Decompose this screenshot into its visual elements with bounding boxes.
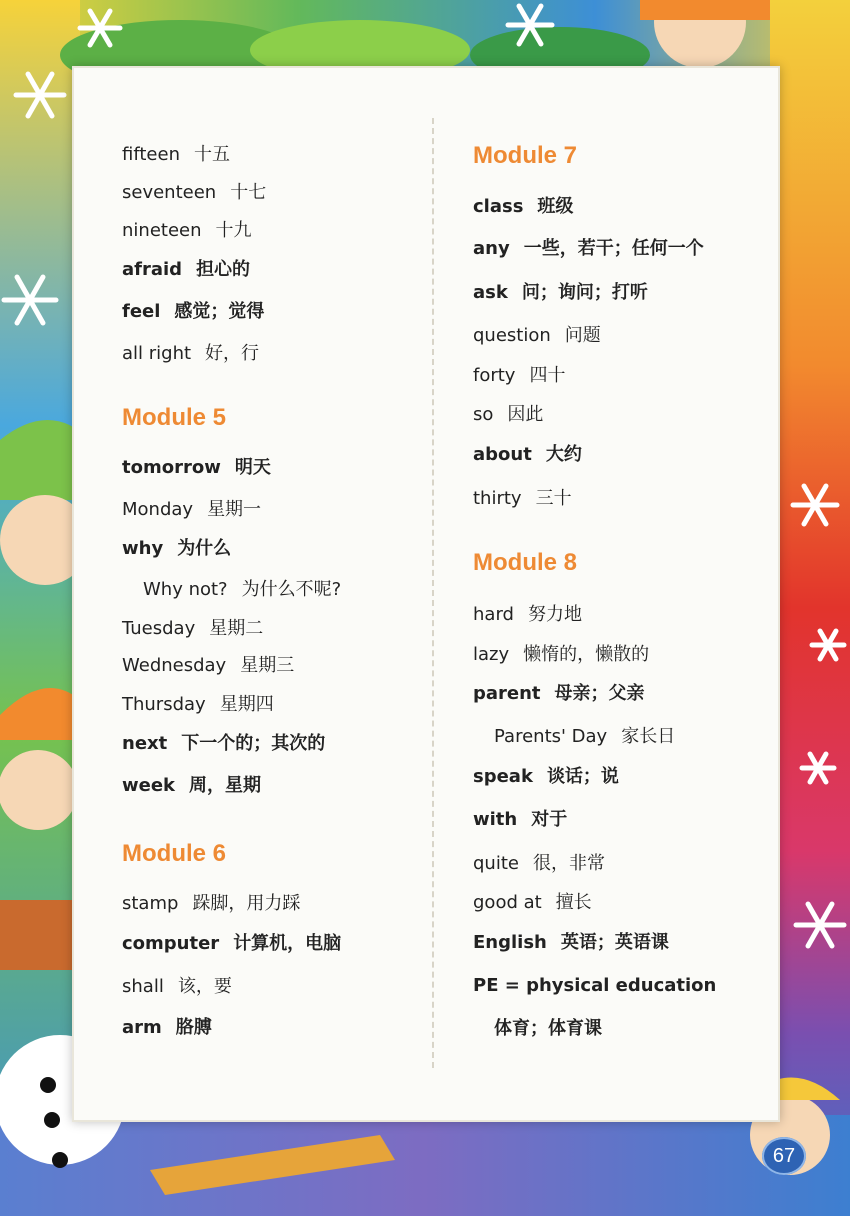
- entry-chinese: 明天: [234, 457, 271, 478]
- entry-english: Wednesday: [122, 655, 227, 676]
- entry-chinese: 为什么不呢?: [241, 579, 342, 600]
- entry-chinese: 努力地: [527, 604, 582, 625]
- entry-chinese: 谈话；说: [546, 766, 619, 787]
- entry-english: good at: [473, 892, 542, 913]
- entry-chinese: 家长日: [621, 726, 676, 747]
- vocab-entry: [122, 303, 264, 321]
- entry-english: thirty: [473, 488, 522, 509]
- vocab-entry: [122, 735, 325, 753]
- module-heading: Module 7: [473, 142, 578, 169]
- entry-english: Why not?: [143, 579, 228, 600]
- entry-english: Tuesday: [122, 618, 196, 639]
- entry-english: seventeen: [122, 182, 217, 203]
- vocab-entry: [122, 459, 271, 477]
- vocab-entry: [122, 978, 232, 996]
- vocab-entry: [473, 646, 649, 664]
- vocab-entry: [473, 406, 543, 424]
- vocab-entry: [122, 501, 261, 519]
- entry-chinese: 胳膊: [175, 1017, 212, 1038]
- vocab-entry: [473, 446, 582, 464]
- entry-chinese: 好，行: [205, 343, 260, 364]
- entry-english: lazy: [473, 644, 510, 665]
- vocab-entry: [473, 894, 592, 912]
- vocab-entry: [143, 581, 341, 599]
- entry-chinese: 英语；英语课: [560, 932, 669, 953]
- entry-english: next: [122, 733, 168, 754]
- entry-english: any: [473, 238, 510, 259]
- entry-english: fifteen: [122, 144, 180, 165]
- column-divider: [432, 118, 434, 1068]
- vocab-entry: [473, 768, 619, 786]
- entry-english: afraid: [122, 259, 183, 280]
- entry-chinese: 跺脚，用力踩: [192, 893, 301, 914]
- vocab-entry: [122, 1019, 212, 1037]
- vocab-entry: [122, 895, 300, 913]
- entry-english: week: [122, 775, 176, 796]
- entry-english: speak: [473, 766, 533, 787]
- entry-english: stamp: [122, 893, 179, 914]
- vocab-entry: [122, 184, 266, 202]
- vocab-entry: [494, 1020, 602, 1038]
- vocab-entry: [122, 620, 263, 638]
- entry-chinese: 懒惰的，懒散的: [523, 644, 650, 665]
- vocab-entry: [473, 811, 567, 829]
- entry-english: computer: [122, 933, 220, 954]
- entry-chinese: 为什么: [177, 538, 232, 559]
- entry-english: Thursday: [122, 694, 206, 715]
- entry-chinese: 计算机，电脑: [233, 933, 342, 954]
- vocab-entry: [473, 934, 669, 952]
- entry-chinese: 三十: [535, 488, 572, 509]
- entry-english: parent: [473, 683, 541, 704]
- vocab-entry: [122, 261, 250, 279]
- entry-chinese: 一些，若干；任何一个: [523, 238, 704, 259]
- entry-chinese: 问题: [564, 325, 601, 346]
- entry-english: arm: [122, 1017, 162, 1038]
- vocab-entry: [473, 685, 645, 703]
- entry-chinese: 星期一: [207, 499, 262, 520]
- entry-english: English: [473, 932, 547, 953]
- entry-chinese: 星期二: [209, 618, 264, 639]
- vocab-entry: [122, 935, 341, 953]
- vocab-entry: [473, 977, 730, 995]
- vocab-entry: [122, 696, 274, 714]
- entry-english: feel: [122, 301, 161, 322]
- entry-english: why: [122, 538, 164, 559]
- entry-english: ask: [473, 282, 508, 303]
- entry-english: tomorrow: [122, 457, 221, 478]
- entry-chinese: 十五: [193, 144, 230, 165]
- entry-chinese: 担心的: [196, 259, 251, 280]
- vocab-entry: [473, 327, 601, 345]
- entry-chinese: 星期三: [240, 655, 295, 676]
- entry-chinese: 很，非常: [532, 853, 605, 874]
- entry-english: hard: [473, 604, 514, 625]
- entry-chinese: 擅长: [555, 892, 592, 913]
- entry-chinese: 感觉；觉得: [174, 301, 265, 322]
- vocab-entry: [122, 222, 252, 240]
- entry-chinese: 体育；体育课: [494, 1018, 602, 1039]
- entry-chinese: 母亲；父亲: [554, 683, 645, 704]
- vocab-entry: [122, 540, 231, 558]
- vocab-entry: [122, 146, 230, 164]
- entry-chinese: 问；询问；打听: [521, 282, 648, 303]
- entry-chinese: 四十: [529, 365, 566, 386]
- entry-english: forty: [473, 365, 516, 386]
- entry-english: class: [473, 196, 524, 217]
- entry-chinese: 班级: [537, 196, 574, 217]
- module-heading: Module 6: [122, 840, 227, 867]
- entry-chinese: 下一个的；其次的: [181, 733, 326, 754]
- entry-english: so: [473, 404, 494, 425]
- vocab-entry: [122, 345, 259, 363]
- vocab-entry: [122, 657, 294, 675]
- vocab-entry: [473, 198, 573, 216]
- entry-chinese: 因此: [507, 404, 544, 425]
- entry-english: with: [473, 809, 518, 830]
- vocab-entry: [473, 855, 605, 873]
- entry-chinese: 大约: [545, 444, 582, 465]
- entry-english: about: [473, 444, 532, 465]
- entry-english: nineteen: [122, 220, 202, 241]
- entry-chinese: 对于: [531, 809, 568, 830]
- vocab-entry: [473, 367, 565, 385]
- entry-chinese: 星期四: [219, 694, 274, 715]
- vocab-entry: [473, 240, 704, 258]
- vocab-entry: [473, 606, 582, 624]
- entry-english: all right: [122, 343, 192, 364]
- entry-english: Monday: [122, 499, 194, 520]
- vocab-entry: [473, 490, 572, 508]
- vocab-entry: [494, 728, 675, 746]
- module-heading: Module 5: [122, 404, 227, 431]
- entry-english: quite: [473, 853, 519, 874]
- entry-english: shall: [122, 976, 164, 997]
- entry-english: Parents' Day: [494, 726, 608, 747]
- entry-chinese: 十七: [230, 182, 267, 203]
- entry-chinese: 该，要: [177, 976, 232, 997]
- module-heading: Module 8: [473, 549, 578, 576]
- entry-english: question: [473, 325, 551, 346]
- vocab-entry: [473, 284, 648, 302]
- page-number-badge: 67: [762, 1137, 806, 1175]
- entry-chinese: 周，星期: [189, 775, 262, 796]
- vocab-entry: [122, 777, 261, 795]
- entry-chinese: 十九: [215, 220, 252, 241]
- entry-english: PE = physical education: [473, 975, 717, 996]
